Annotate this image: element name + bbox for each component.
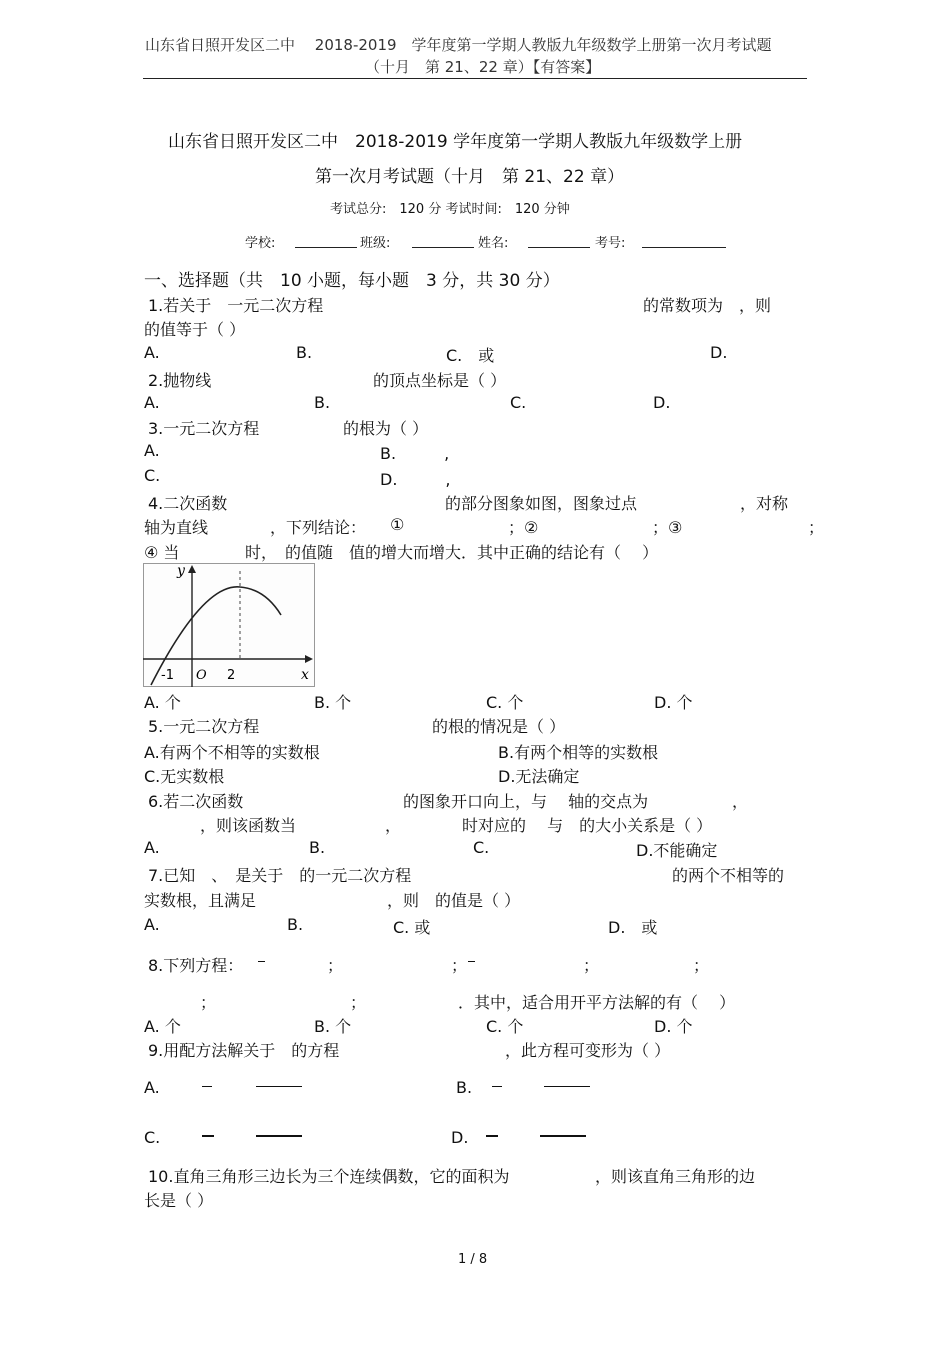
q7-stem-roots: 实数根，且满足 (144, 891, 257, 910)
q6-stem-end: 时对应的 与 的大小关系是（ ） (462, 816, 713, 835)
x-axis-label: x (301, 667, 309, 683)
q4-conclusion-4: ④ 当 (144, 543, 180, 562)
q8-sep-1: ； (327, 956, 344, 975)
q10-stem-end: 长是（ ） (144, 1191, 214, 1210)
q7-option-b[interactable]: B. (287, 915, 304, 934)
q4-stem: 4.二次函数 (148, 494, 228, 513)
q2-option-a[interactable]: A. (144, 393, 160, 412)
q5-option-b[interactable]: B.有两个相等的实数根 (498, 743, 659, 762)
q8-sep-2: ； (451, 956, 468, 975)
q4-conclusion-3: ；③ (652, 518, 683, 537)
running-header-line2: （十月 第 21、22 章）【有答案】 (365, 58, 601, 76)
q9-option-b[interactable]: B. (456, 1078, 473, 1097)
fraction-bar (468, 961, 475, 962)
parabola-graph (143, 563, 315, 687)
school-label: 学校: (245, 236, 276, 251)
class-blank[interactable] (412, 247, 474, 248)
class-label: 班级: (360, 236, 391, 251)
q1-option-a[interactable]: A. (144, 343, 160, 362)
section-heading: 一、选择题（共 10 小题，每小题 3 分，共 30 分） (144, 271, 560, 291)
q3-stem: 3.一元二次方程 (148, 419, 260, 438)
q1-stem: 1.若关于 一元二次方程 (148, 296, 324, 315)
q4-conclusions: ，下列结论： (270, 518, 367, 537)
q10-stem: 10.直角三角形三边长为三个连续偶数，它的面积为 (148, 1167, 510, 1186)
fraction-bar (256, 1135, 302, 1137)
q4-stem-cont: 的部分图象如图，图象过点 (445, 494, 638, 513)
q5-option-c[interactable]: C.无实数根 (144, 767, 225, 786)
q8-option-c[interactable]: C. 个 (486, 1017, 524, 1036)
q4-option-c[interactable]: C. 个 (486, 693, 524, 712)
q3-option-d[interactable]: D. , (380, 470, 451, 489)
q7-stem-cont: 的两个不相等的 (672, 866, 785, 885)
school-blank[interactable] (295, 247, 357, 248)
q6-comma: ， (732, 792, 749, 811)
q8-sep-3: ； (583, 956, 600, 975)
fraction-bar (540, 1135, 586, 1137)
q6-stem: 6.若二次函数 (148, 792, 244, 811)
q4-question: 时， 的值随 值的增大而增大．其中正确的结论有（ ） (245, 543, 659, 562)
q2-option-b[interactable]: B. (314, 393, 331, 412)
q5-stem: 5.一元二次方程 (148, 717, 260, 736)
q3-option-c[interactable]: C. (144, 466, 161, 485)
q6-comma-2: ， (385, 816, 402, 835)
minus-sign (202, 1086, 212, 1087)
q3-option-b[interactable]: B. , (380, 444, 450, 463)
q6-option-c[interactable]: C. (473, 838, 490, 857)
q1-option-c[interactable]: C. 或 (446, 346, 495, 365)
tick-label-2: 2 (227, 668, 236, 683)
y-axis-label: y (177, 563, 185, 579)
q8-sep-6: ； (350, 993, 367, 1012)
q6-stem-when: ，则该函数当 (200, 816, 297, 835)
doc-title-line2: 第一次月考试题（十月 第 21、22 章） (315, 167, 625, 187)
q7-option-a[interactable]: A. (144, 915, 160, 934)
q8-sep-5: ； (200, 993, 217, 1012)
q3-option-a[interactable]: A. (144, 441, 160, 460)
q8-sep-4: ； (693, 956, 710, 975)
q2-option-d[interactable]: D. (653, 393, 671, 412)
q4-conclusion-1: ① (390, 515, 405, 534)
q10-stem-cont: ，则该直角三角形的边 (595, 1167, 756, 1186)
q8-option-b[interactable]: B. 个 (314, 1017, 352, 1036)
q4-stem-axis: ，对称 (740, 494, 789, 513)
q9-stem-cont: ，此方程可变形为（ ） (505, 1041, 671, 1060)
q3-stem-cont: 的根为（ ） (343, 419, 429, 438)
fraction-bar (256, 1086, 302, 1087)
fraction-bar (258, 961, 265, 962)
name-label: 姓名: (478, 236, 509, 251)
q8-stem: 8.下列方程： (148, 956, 244, 975)
q4-option-d[interactable]: D. 个 (654, 693, 693, 712)
q9-stem: 9.用配方法解关于 的方程 (148, 1041, 340, 1060)
q1-option-b[interactable]: B. (296, 343, 313, 362)
q1-option-d[interactable]: D. (710, 343, 728, 362)
q4-conclusion-2: ；② (508, 518, 539, 537)
minus-sign (492, 1086, 502, 1087)
q7-option-c[interactable]: C. 或 (393, 918, 431, 937)
q9-option-c[interactable]: C. (144, 1128, 161, 1147)
q7-stem: 7.已知 、 是关于 的一元二次方程 (148, 866, 412, 885)
q8-option-d[interactable]: D. 个 (654, 1017, 693, 1036)
q6-option-a[interactable]: A. (144, 838, 160, 857)
q1-stem-end: 的值等于（ ） (144, 320, 246, 339)
exam-info: 考试总分: 120 分 考试时间: 120 分钟 (330, 202, 570, 217)
page-number: 1 / 8 (458, 1252, 488, 1267)
tick-label-neg1: -1 (161, 668, 174, 683)
doc-title-line1: 山东省日照开发区二中 2018-2019 学年度第一学期人教版九年级数学上册 (168, 132, 743, 152)
q8-stem-end: ．其中，适合用开平方法解的有（ ） (458, 993, 736, 1012)
header-rule (143, 78, 807, 79)
number-label: 考号: (595, 236, 626, 251)
q4-option-b[interactable]: B. 个 (314, 693, 352, 712)
q9-option-d[interactable]: D. (451, 1128, 469, 1147)
q7-stem-end: ，则 的值是（ ） (387, 891, 521, 910)
q6-option-b[interactable]: B. (309, 838, 326, 857)
fraction-bar (544, 1086, 590, 1087)
origin-label: O (196, 668, 207, 683)
q4-option-a[interactable]: A. 个 (144, 693, 181, 712)
minus-sign (202, 1135, 214, 1137)
q7-option-d[interactable]: D. 或 (608, 918, 658, 937)
q6-option-d[interactable]: D.不能确定 (636, 841, 718, 860)
number-blank[interactable] (642, 247, 726, 248)
q4-axis-line: 轴为直线 (144, 518, 209, 537)
q4-semicolon: ； (808, 518, 825, 537)
q5-option-d[interactable]: D.无法确定 (498, 767, 580, 786)
name-blank[interactable] (528, 247, 590, 248)
minus-sign (486, 1135, 498, 1137)
running-header-line1: 山东省日照开发区二中 2018-2019 学年度第一学期人教版九年级数学上册第一次月考试题 (145, 36, 772, 54)
q9-option-a[interactable]: A. (144, 1078, 160, 1097)
q1-stem-cont: 的常数项为 ，则 (643, 296, 772, 315)
q2-option-c[interactable]: C. (510, 393, 527, 412)
q5-option-a[interactable]: A.有两个不相等的实数根 (144, 743, 320, 762)
q2-stem: 2.抛物线 (148, 371, 212, 390)
q8-option-a[interactable]: A. 个 (144, 1017, 181, 1036)
q5-stem-cont: 的根的情况是（ ） (432, 717, 566, 736)
q6-stem-cont: 的图象开口向上，与 轴的交点为 (403, 792, 649, 811)
q2-stem-cont: 的顶点坐标是（ ） (373, 371, 507, 390)
